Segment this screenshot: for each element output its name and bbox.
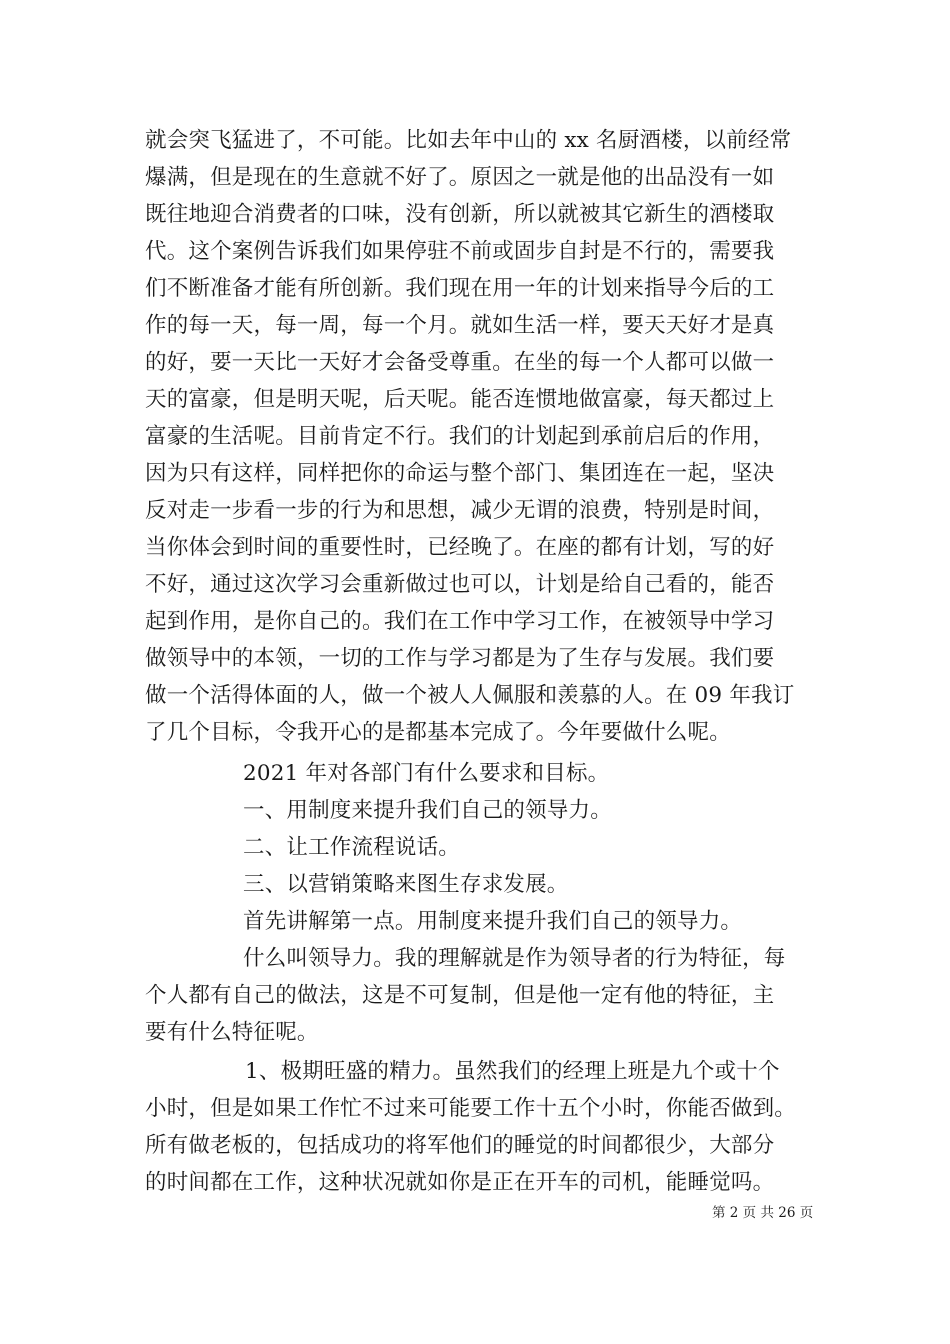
body-text-line: 的好，要一天比一天好才会备受尊重。在坐的每一个人都可以做一	[145, 350, 775, 375]
body-text-line: 当你体会到时间的重要性时，已经晚了。在座的都有计划，写的好	[145, 535, 775, 560]
paragraph-start: 首先讲解第一点。用制度来提升我们自己的领导力。	[243, 909, 743, 934]
outline-item: 一、用制度来提升我们自己的领导力。	[243, 798, 612, 823]
body-text-line: 富豪的生活呢。目前肯定不行。我们的计划起到承前启后的作用，	[145, 424, 775, 449]
body-text-line: 起到作用，是你自己的。我们在工作中学习工作，在被领导中学习	[145, 609, 775, 634]
outline-item: 二、让工作流程说话。	[243, 835, 461, 860]
body-text-line: 要有什么特征呢。	[145, 1020, 319, 1045]
body-text-line: 做领导中的本领，一切的工作与学习都是为了生存与发展。我们要	[145, 646, 775, 671]
body-text-line: 小时，但是如果工作忙不过来可能要工作十五个小时，你能否做到。	[145, 1096, 797, 1121]
body-text-line: 所有做老板的，包括成功的将军他们的睡觉的时间都很少，大部分	[145, 1133, 775, 1158]
body-text-line: 代。这个案例告诉我们如果停驻不前或固步自封是不行的，需要我	[145, 239, 775, 264]
body-text-line: 既往地迎合消费者的口味，没有创新，所以就被其它新生的酒楼取	[145, 202, 775, 227]
body-text-line: 的时间都在工作，这种状况就如你是正在开车的司机，能睡觉吗。	[145, 1170, 775, 1195]
body-text-line: 个人都有自己的做法，这是不可复制，但是他一定有他的特征，主	[145, 983, 775, 1008]
paragraph-start: 什么叫领导力。我的理解就是作为领导者的行为特征，每	[243, 946, 786, 971]
body-text-line: 因为只有这样，同样把你的命运与整个部门、集团连在一起，坚决	[145, 461, 775, 486]
body-text-line: 爆满，但是现在的生意就不好了。原因之一就是他的出品没有一如	[145, 165, 775, 190]
body-text-line: 不好，通过这次学习会重新做过也可以，计划是给自己看的，能否	[145, 572, 775, 597]
page-number: 第 2 页 共 26 页	[712, 1205, 814, 1221]
body-text-line: 天的富豪，但是明天呢，后天呢。能否连惯地做富豪，每天都过上	[145, 387, 775, 412]
body-text-line: 了几个目标，令我开心的是都基本完成了。今年要做什么呢。	[145, 720, 731, 745]
outline-item: 三、以营销策略来图生存求发展。	[243, 872, 569, 897]
section-heading: 2021 年对各部门有什么要求和目标。	[243, 761, 610, 786]
paragraph-start: 1、极期旺盛的精力。虽然我们的经理上班是九个或十个	[245, 1059, 780, 1084]
body-text-line: 反对走一步看一步的行为和思想，减少无谓的浪费，特别是时间，	[145, 498, 775, 523]
body-text-line: 作的每一天，每一周，每一个月。就如生活一样，要天天好才是真	[145, 313, 775, 338]
body-text-line: 们不断准备才能有所创新。我们现在用一年的计划来指导今后的工	[145, 276, 775, 301]
body-text-line: 就会突飞猛进了，不可能。比如去年中山的 xx 名厨酒楼，以前经常	[145, 128, 792, 153]
body-text-line: 做一个活得体面的人，做一个被人人佩服和羡慕的人。在 09 年我订	[145, 683, 795, 708]
